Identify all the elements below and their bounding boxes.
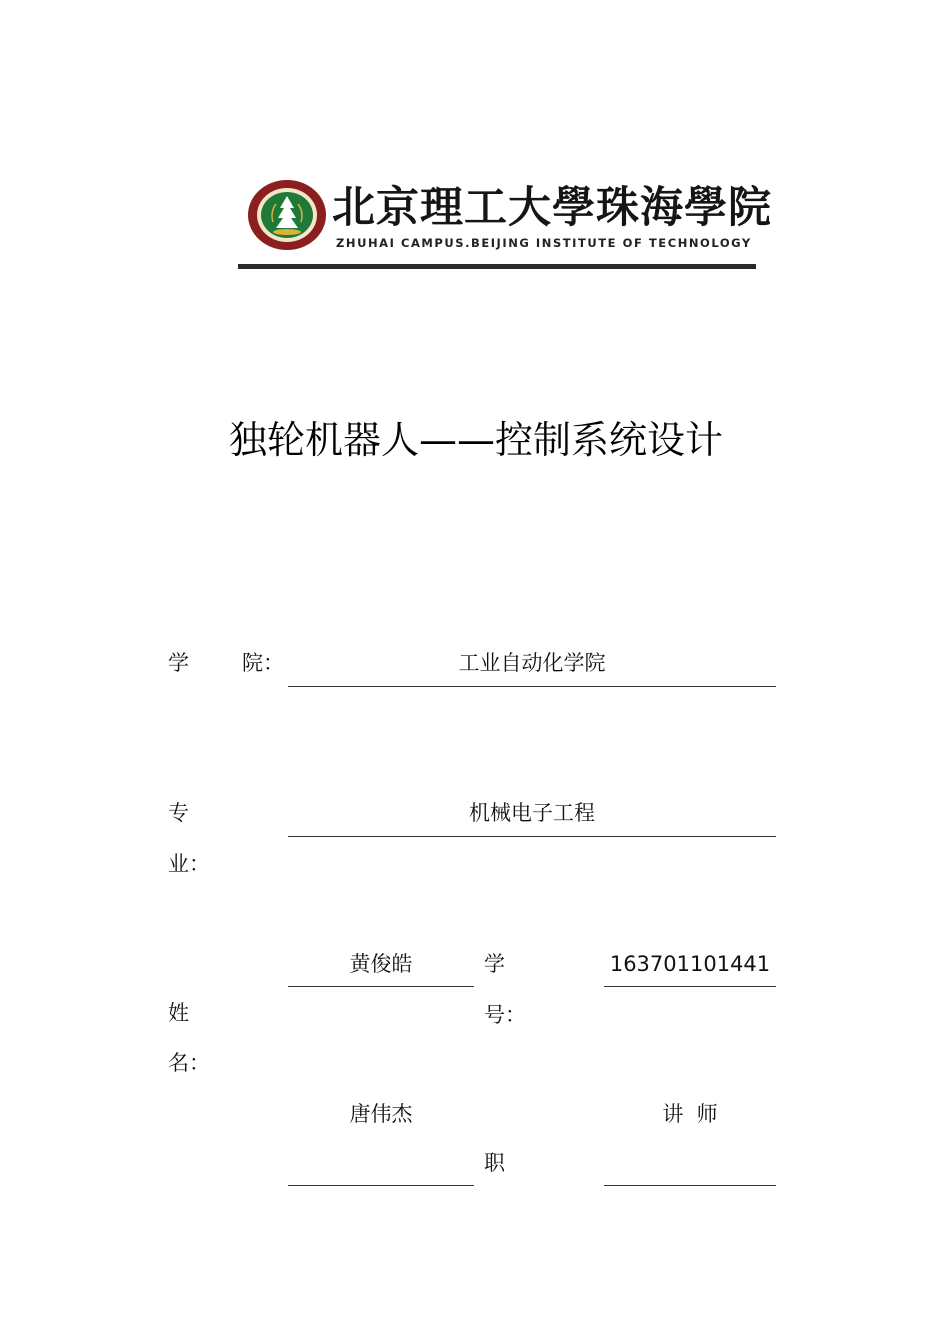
major-label-2: 业： [168,852,210,876]
title-rank-underline [604,1185,776,1186]
major-label-1: 专 [168,801,189,825]
college-underline [288,686,776,687]
student-name-underline [288,986,474,987]
college-value: 工业自动化学院 [458,651,606,675]
advisor-underline [288,1185,474,1186]
header-divider [238,264,756,269]
student-id-label-1: 学 [484,952,505,976]
school-name-en: ZHUHAI CAMPUS.BEIJING INSTITUTE OF TECHNOLOGY [336,236,752,250]
major-value: 机械电子工程 [469,801,595,825]
title-rank-value: 讲 师 [662,1102,718,1126]
name-label-2: 名： [168,1051,210,1075]
school-seal-logo [246,178,328,252]
student-id-underline [604,986,776,987]
student-id-value: 163701101441 [609,952,771,976]
major-underline [288,836,776,837]
thesis-title: 独轮机器人——控制系统设计 [229,418,724,462]
school-name-cn: 北京理工大學珠海學院 [332,183,772,233]
student-name-value: 黄俊皓 [349,952,413,976]
advisor-name-value: 唐伟杰 [349,1102,413,1126]
title-rank-label: 职 [484,1151,505,1175]
name-label-1: 姓 [168,1001,189,1025]
student-id-label-2: 号： [484,1003,526,1027]
college-label-1: 学 [168,651,189,675]
college-label-2: 院： [242,651,284,675]
